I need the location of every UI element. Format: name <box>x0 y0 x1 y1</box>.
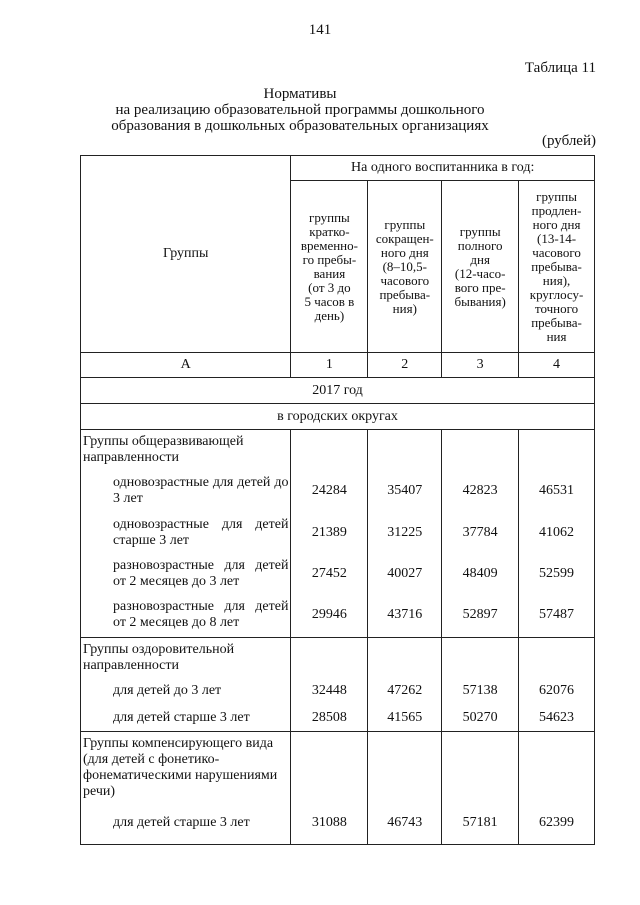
norms-table <box>80 155 595 845</box>
category-title: Группы общеразвивающей направленности <box>81 430 291 470</box>
value-cell: 50270 <box>442 705 519 732</box>
territory-row: в городских округах <box>81 404 595 430</box>
category-title: Группы оздоровительной направленности <box>81 638 291 678</box>
unit-label: (рублей) <box>541 133 596 149</box>
table-row <box>81 470 595 512</box>
header-groups: Группы <box>81 156 291 353</box>
value-cell: 24284 <box>291 470 368 512</box>
title-line: на реализацию образовательной программы дошкольного <box>115 102 485 118</box>
value-cell: 42823 <box>442 470 519 512</box>
value-cell: 57487 <box>519 594 595 638</box>
value-cell: 52599 <box>519 554 595 594</box>
value-cell: 43716 <box>368 594 442 638</box>
row-label: одновозрастные для детей до 3 лет <box>81 470 291 512</box>
table-row <box>81 802 595 844</box>
row-label: для детей старше 3 лет <box>81 802 291 844</box>
value-cell: 32448 <box>291 678 368 705</box>
value-cell: 54623 <box>519 705 595 732</box>
index-cell: 2 <box>368 353 442 378</box>
table-reference: Таблица 11 <box>524 60 596 76</box>
value-cell: 41565 <box>368 705 442 732</box>
category-block <box>81 638 595 732</box>
index-cell: А <box>81 353 291 378</box>
header-col-2: группы сокращен- ного дня (8–10,5- часового пребыва- ния) <box>368 181 442 353</box>
value-cell: 46531 <box>519 470 595 512</box>
table-row <box>81 512 595 554</box>
value-cell: 41062 <box>519 512 595 554</box>
category-block <box>81 430 595 638</box>
header-col-1: группы кратко- временно- го пребы- вания (от 3 до 5 часов в день) <box>291 181 368 353</box>
value-cell: 29946 <box>291 594 368 638</box>
header-per-pupil: На одного воспитанника в год: <box>291 156 595 181</box>
index-cell: 1 <box>291 353 368 378</box>
category-block <box>81 732 595 845</box>
row-label: для детей до 3 лет <box>81 678 291 705</box>
header-col-4: группы продлен- ного дня (13-14- часового пребыва- ния), круглосу- точного пребыва- ния <box>519 181 595 353</box>
value-cell: 40027 <box>368 554 442 594</box>
category-title: Группы компенсирующего вида (для детей с фонетико-фонематическими нарушениями речи) <box>81 732 291 803</box>
value-cell: 62399 <box>519 802 595 844</box>
header-col-3: группы полного дня (12-часо- вого пре- бывания) <box>442 181 519 353</box>
value-cell: 37784 <box>442 512 519 554</box>
value-cell: 62076 <box>519 678 595 705</box>
value-cell: 31088 <box>291 802 368 844</box>
title-line: Нормативы <box>263 86 337 102</box>
title-line: образования в дошкольных образовательных организациях <box>111 118 489 134</box>
value-cell: 52897 <box>442 594 519 638</box>
row-label: разновозрастные для детей от 2 месяцев до 8 лет <box>81 594 291 638</box>
page-number: 141 <box>308 22 332 38</box>
table-row <box>81 594 595 638</box>
value-cell: 46743 <box>368 802 442 844</box>
table-row <box>81 678 595 705</box>
value-cell: 48409 <box>442 554 519 594</box>
index-cell: 3 <box>442 353 519 378</box>
value-cell: 57138 <box>442 678 519 705</box>
row-label: разновозрастные для детей от 2 месяцев до 3 лет <box>81 554 291 594</box>
row-label: для детей старше 3 лет <box>81 705 291 732</box>
index-cell: 4 <box>519 353 595 378</box>
value-cell: 28508 <box>291 705 368 732</box>
value-cell: 31225 <box>368 512 442 554</box>
value-cell: 21389 <box>291 512 368 554</box>
index-row <box>81 353 595 378</box>
value-cell: 27452 <box>291 554 368 594</box>
year-row: 2017 год <box>81 378 595 404</box>
table-row <box>81 554 595 594</box>
table-title <box>100 86 500 134</box>
value-cell: 35407 <box>368 470 442 512</box>
value-cell: 57181 <box>442 802 519 844</box>
value-cell: 47262 <box>368 678 442 705</box>
row-label: одновозрастные для детей старше 3 лет <box>81 512 291 554</box>
table-row <box>81 705 595 732</box>
